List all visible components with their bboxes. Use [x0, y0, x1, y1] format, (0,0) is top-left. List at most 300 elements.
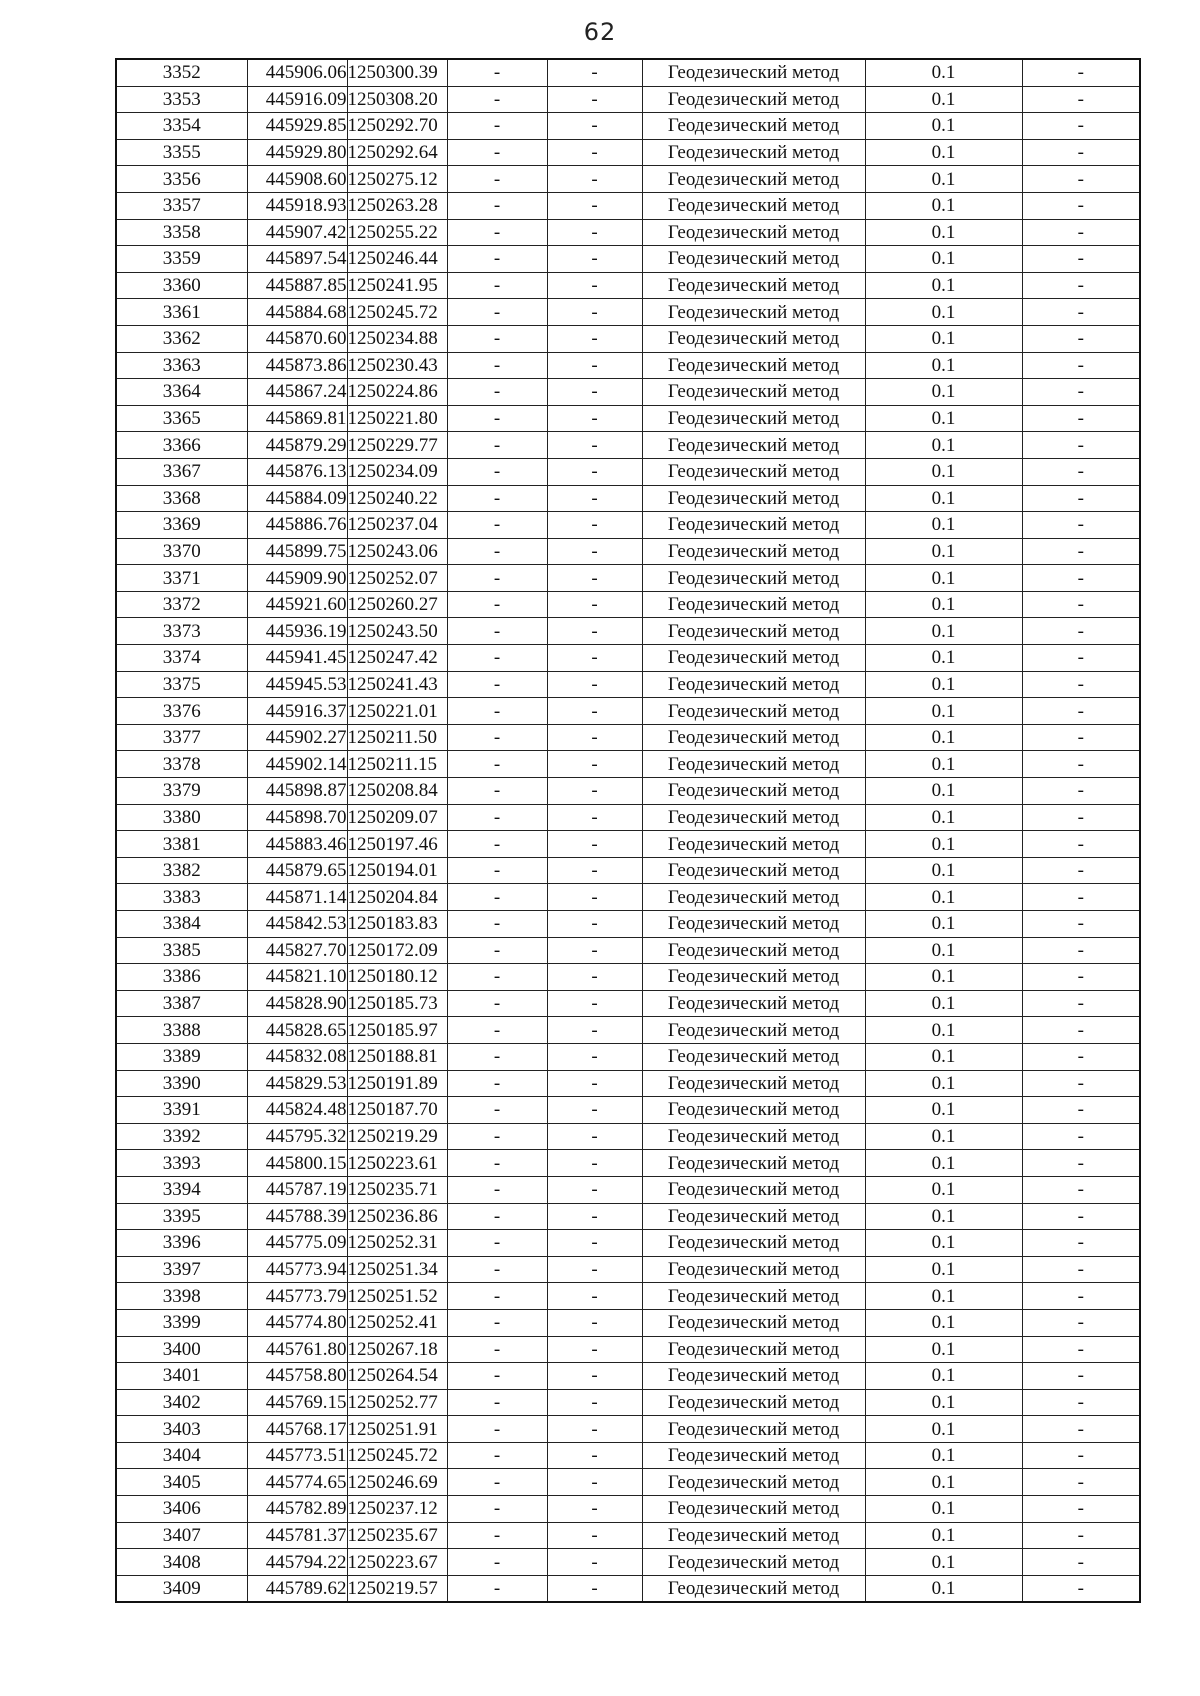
- accuracy-cell: 0.1: [865, 1176, 1022, 1203]
- x-coordinate-cell: 445787.19: [247, 1176, 347, 1203]
- point-number-cell: 3384: [116, 911, 247, 938]
- method-cell: Геодезический метод: [642, 1070, 865, 1097]
- method-cell: Геодезический метод: [642, 591, 865, 618]
- accuracy-cell: 0.1: [865, 645, 1022, 672]
- table-row: [116, 166, 1140, 193]
- dash-cell: -: [547, 1416, 642, 1443]
- method-cell: Геодезический метод: [642, 113, 865, 140]
- dash-cell: -: [447, 591, 547, 618]
- point-number-cell: 3403: [116, 1416, 247, 1443]
- dash-cell: -: [547, 990, 642, 1017]
- point-number-cell: 3382: [116, 857, 247, 884]
- dash-cell: -: [1022, 352, 1140, 379]
- dash-cell: -: [1022, 804, 1140, 831]
- dash-cell: -: [1022, 379, 1140, 406]
- table-row: [116, 219, 1140, 246]
- dash-cell: -: [547, 1150, 642, 1177]
- y-coordinate-cell: 1250185.97: [347, 1017, 447, 1044]
- dash-cell: -: [447, 804, 547, 831]
- dash-cell: -: [1022, 618, 1140, 645]
- y-coordinate-cell: 1250223.67: [347, 1549, 447, 1576]
- method-cell: Геодезический метод: [642, 219, 865, 246]
- table-row: [116, 1070, 1140, 1097]
- y-coordinate-cell: 1250275.12: [347, 166, 447, 193]
- point-number-cell: 3359: [116, 246, 247, 273]
- method-cell: Геодезический метод: [642, 698, 865, 725]
- accuracy-cell: 0.1: [865, 379, 1022, 406]
- y-coordinate-cell: 1250183.83: [347, 911, 447, 938]
- dash-cell: -: [1022, 1575, 1140, 1602]
- table-row: [116, 1043, 1140, 1070]
- dash-cell: -: [547, 246, 642, 273]
- x-coordinate-cell: 445884.68: [247, 299, 347, 326]
- table-row: [116, 512, 1140, 539]
- table-row: [116, 671, 1140, 698]
- point-number-cell: 3409: [116, 1575, 247, 1602]
- point-number-cell: 3398: [116, 1283, 247, 1310]
- dash-cell: -: [547, 325, 642, 352]
- dash-cell: -: [447, 1549, 547, 1576]
- method-cell: Геодезический метод: [642, 166, 865, 193]
- dash-cell: -: [1022, 1123, 1140, 1150]
- x-coordinate-cell: 445870.60: [247, 325, 347, 352]
- x-coordinate-cell: 445898.70: [247, 804, 347, 831]
- x-coordinate-cell: 445773.94: [247, 1256, 347, 1283]
- dash-cell: -: [447, 246, 547, 273]
- dash-cell: -: [447, 1469, 547, 1496]
- method-cell: Геодезический метод: [642, 246, 865, 273]
- dash-cell: -: [547, 1070, 642, 1097]
- accuracy-cell: 0.1: [865, 1123, 1022, 1150]
- dash-cell: -: [1022, 1097, 1140, 1124]
- accuracy-cell: 0.1: [865, 1017, 1022, 1044]
- dash-cell: -: [1022, 1017, 1140, 1044]
- y-coordinate-cell: 1250241.43: [347, 671, 447, 698]
- dash-cell: -: [547, 1256, 642, 1283]
- dash-cell: -: [1022, 1309, 1140, 1336]
- table-row: [116, 645, 1140, 672]
- dash-cell: -: [547, 485, 642, 512]
- y-coordinate-cell: 1250252.31: [347, 1230, 447, 1257]
- x-coordinate-cell: 445902.14: [247, 751, 347, 778]
- dash-cell: -: [547, 299, 642, 326]
- x-coordinate-cell: 445945.53: [247, 671, 347, 698]
- accuracy-cell: 0.1: [865, 778, 1022, 805]
- x-coordinate-cell: 445873.86: [247, 352, 347, 379]
- x-coordinate-cell: 445788.39: [247, 1203, 347, 1230]
- y-coordinate-cell: 1250211.50: [347, 724, 447, 751]
- y-coordinate-cell: 1250197.46: [347, 831, 447, 858]
- table-row: [116, 1176, 1140, 1203]
- method-cell: Геодезический метод: [642, 538, 865, 565]
- dash-cell: -: [447, 59, 547, 86]
- dash-cell: -: [547, 1522, 642, 1549]
- dash-cell: -: [547, 86, 642, 113]
- y-coordinate-cell: 1250229.77: [347, 432, 447, 459]
- method-cell: Геодезический метод: [642, 1283, 865, 1310]
- dash-cell: -: [1022, 724, 1140, 751]
- x-coordinate-cell: 445829.53: [247, 1070, 347, 1097]
- x-coordinate-cell: 445918.93: [247, 192, 347, 219]
- dash-cell: -: [1022, 1256, 1140, 1283]
- y-coordinate-cell: 1250246.69: [347, 1469, 447, 1496]
- table-row: [116, 1469, 1140, 1496]
- dash-cell: -: [447, 778, 547, 805]
- table-row: [116, 325, 1140, 352]
- point-number-cell: 3358: [116, 219, 247, 246]
- method-cell: Геодезический метод: [642, 671, 865, 698]
- dash-cell: -: [447, 911, 547, 938]
- table-row: [116, 458, 1140, 485]
- accuracy-cell: 0.1: [865, 1549, 1022, 1576]
- x-coordinate-cell: 445827.70: [247, 937, 347, 964]
- point-number-cell: 3377: [116, 724, 247, 751]
- table-row: [116, 751, 1140, 778]
- point-number-cell: 3352: [116, 59, 247, 86]
- dash-cell: -: [1022, 857, 1140, 884]
- dash-cell: -: [1022, 1549, 1140, 1576]
- table-row: [116, 192, 1140, 219]
- x-coordinate-cell: 445795.32: [247, 1123, 347, 1150]
- accuracy-cell: 0.1: [865, 1522, 1022, 1549]
- accuracy-cell: 0.1: [865, 1442, 1022, 1469]
- dash-cell: -: [547, 1496, 642, 1523]
- dash-cell: -: [1022, 246, 1140, 273]
- dash-cell: -: [1022, 325, 1140, 352]
- dash-cell: -: [447, 192, 547, 219]
- point-number-cell: 3370: [116, 538, 247, 565]
- point-number-cell: 3383: [116, 884, 247, 911]
- x-coordinate-cell: 445906.06: [247, 59, 347, 86]
- method-cell: Геодезический метод: [642, 1017, 865, 1044]
- dash-cell: -: [547, 1469, 642, 1496]
- dash-cell: -: [547, 671, 642, 698]
- y-coordinate-cell: 1250251.52: [347, 1283, 447, 1310]
- dash-cell: -: [447, 325, 547, 352]
- table-row: [116, 565, 1140, 592]
- dash-cell: -: [1022, 192, 1140, 219]
- x-coordinate-cell: 445908.60: [247, 166, 347, 193]
- y-coordinate-cell: 1250204.84: [347, 884, 447, 911]
- accuracy-cell: 0.1: [865, 1336, 1022, 1363]
- dash-cell: -: [447, 1070, 547, 1097]
- dash-cell: -: [547, 618, 642, 645]
- dash-cell: -: [1022, 1389, 1140, 1416]
- dash-cell: -: [447, 1522, 547, 1549]
- y-coordinate-cell: 1250251.34: [347, 1256, 447, 1283]
- accuracy-cell: 0.1: [865, 1256, 1022, 1283]
- x-coordinate-cell: 445828.90: [247, 990, 347, 1017]
- method-cell: Геодезический метод: [642, 804, 865, 831]
- dash-cell: -: [1022, 831, 1140, 858]
- point-number-cell: 3395: [116, 1203, 247, 1230]
- y-coordinate-cell: 1250208.84: [347, 778, 447, 805]
- point-number-cell: 3394: [116, 1176, 247, 1203]
- point-number-cell: 3372: [116, 591, 247, 618]
- x-coordinate-cell: 445921.60: [247, 591, 347, 618]
- x-coordinate-cell: 445773.51: [247, 1442, 347, 1469]
- y-coordinate-cell: 1250172.09: [347, 937, 447, 964]
- dash-cell: -: [447, 990, 547, 1017]
- table-row: [116, 591, 1140, 618]
- table-row: [116, 911, 1140, 938]
- x-coordinate-cell: 445773.79: [247, 1283, 347, 1310]
- dash-cell: -: [447, 1176, 547, 1203]
- table-row: [116, 724, 1140, 751]
- x-coordinate-cell: 445929.80: [247, 139, 347, 166]
- point-number-cell: 3397: [116, 1256, 247, 1283]
- dash-cell: -: [1022, 990, 1140, 1017]
- dash-cell: -: [1022, 1363, 1140, 1390]
- table-row: [116, 937, 1140, 964]
- method-cell: Геодезический метод: [642, 512, 865, 539]
- table-row: [116, 778, 1140, 805]
- dash-cell: -: [547, 751, 642, 778]
- dash-cell: -: [1022, 166, 1140, 193]
- dash-cell: -: [547, 698, 642, 725]
- method-cell: Геодезический метод: [642, 1123, 865, 1150]
- point-number-cell: 3374: [116, 645, 247, 672]
- dash-cell: -: [1022, 139, 1140, 166]
- method-cell: Геодезический метод: [642, 1549, 865, 1576]
- x-coordinate-cell: 445884.09: [247, 485, 347, 512]
- dash-cell: -: [547, 166, 642, 193]
- dash-cell: -: [547, 538, 642, 565]
- dash-cell: -: [1022, 405, 1140, 432]
- table-row: [116, 1575, 1140, 1602]
- accuracy-cell: 0.1: [865, 671, 1022, 698]
- point-number-cell: 3356: [116, 166, 247, 193]
- dash-cell: -: [1022, 1416, 1140, 1443]
- table-row: [116, 1203, 1140, 1230]
- dash-cell: -: [1022, 432, 1140, 459]
- point-number-cell: 3389: [116, 1043, 247, 1070]
- x-coordinate-cell: 445794.22: [247, 1549, 347, 1576]
- point-number-cell: 3366: [116, 432, 247, 459]
- accuracy-cell: 0.1: [865, 724, 1022, 751]
- y-coordinate-cell: 1250211.15: [347, 751, 447, 778]
- method-cell: Геодезический метод: [642, 139, 865, 166]
- dash-cell: -: [547, 1336, 642, 1363]
- dash-cell: -: [447, 857, 547, 884]
- x-coordinate-cell: 445828.65: [247, 1017, 347, 1044]
- x-coordinate-cell: 445879.65: [247, 857, 347, 884]
- accuracy-cell: 0.1: [865, 1150, 1022, 1177]
- accuracy-cell: 0.1: [865, 1203, 1022, 1230]
- x-coordinate-cell: 445887.85: [247, 272, 347, 299]
- accuracy-cell: 0.1: [865, 192, 1022, 219]
- accuracy-cell: 0.1: [865, 113, 1022, 140]
- dash-cell: -: [547, 831, 642, 858]
- method-cell: Геодезический метод: [642, 884, 865, 911]
- table-row: [116, 113, 1140, 140]
- table-row: [116, 804, 1140, 831]
- dash-cell: -: [447, 352, 547, 379]
- x-coordinate-cell: 445867.24: [247, 379, 347, 406]
- table-row: [116, 964, 1140, 991]
- table-row: [116, 1442, 1140, 1469]
- y-coordinate-cell: 1250235.67: [347, 1522, 447, 1549]
- method-cell: Геодезический метод: [642, 432, 865, 459]
- y-coordinate-cell: 1250243.06: [347, 538, 447, 565]
- point-number-cell: 3387: [116, 990, 247, 1017]
- table-row: [116, 1549, 1140, 1576]
- dash-cell: -: [447, 645, 547, 672]
- y-coordinate-cell: 1250252.41: [347, 1309, 447, 1336]
- method-cell: Геодезический метод: [642, 645, 865, 672]
- dash-cell: -: [547, 778, 642, 805]
- method-cell: Геодезический метод: [642, 990, 865, 1017]
- accuracy-cell: 0.1: [865, 1070, 1022, 1097]
- dash-cell: -: [547, 1123, 642, 1150]
- dash-cell: -: [447, 1309, 547, 1336]
- accuracy-cell: 0.1: [865, 1043, 1022, 1070]
- table-row: [116, 246, 1140, 273]
- point-number-cell: 3388: [116, 1017, 247, 1044]
- accuracy-cell: 0.1: [865, 325, 1022, 352]
- x-coordinate-cell: 445781.37: [247, 1522, 347, 1549]
- table-row: [116, 139, 1140, 166]
- dash-cell: -: [447, 113, 547, 140]
- point-number-cell: 3357: [116, 192, 247, 219]
- point-number-cell: 3396: [116, 1230, 247, 1257]
- y-coordinate-cell: 1250237.12: [347, 1496, 447, 1523]
- dash-cell: -: [1022, 937, 1140, 964]
- table-row: [116, 1336, 1140, 1363]
- x-coordinate-cell: 445941.45: [247, 645, 347, 672]
- x-coordinate-cell: 445886.76: [247, 512, 347, 539]
- dash-cell: -: [447, 1442, 547, 1469]
- dash-cell: -: [447, 831, 547, 858]
- table-row: [116, 1363, 1140, 1390]
- table-row: [116, 405, 1140, 432]
- page-number: 62: [583, 18, 617, 46]
- table-row: [116, 352, 1140, 379]
- dash-cell: -: [447, 485, 547, 512]
- accuracy-cell: 0.1: [865, 458, 1022, 485]
- method-cell: Геодезический метод: [642, 1496, 865, 1523]
- method-cell: Геодезический метод: [642, 59, 865, 86]
- method-cell: Геодезический метод: [642, 1150, 865, 1177]
- x-coordinate-cell: 445929.85: [247, 113, 347, 140]
- method-cell: Геодезический метод: [642, 1575, 865, 1602]
- table-row: [116, 1123, 1140, 1150]
- x-coordinate-cell: 445869.81: [247, 405, 347, 432]
- method-cell: Геодезический метод: [642, 272, 865, 299]
- dash-cell: -: [1022, 964, 1140, 991]
- y-coordinate-cell: 1250245.72: [347, 299, 447, 326]
- dash-cell: -: [1022, 1070, 1140, 1097]
- y-coordinate-cell: 1250247.42: [347, 645, 447, 672]
- coordinates-table: [115, 58, 1141, 1603]
- dash-cell: -: [447, 379, 547, 406]
- point-number-cell: 3402: [116, 1389, 247, 1416]
- point-number-cell: 3354: [116, 113, 247, 140]
- x-coordinate-cell: 445916.09: [247, 86, 347, 113]
- y-coordinate-cell: 1250219.57: [347, 1575, 447, 1602]
- y-coordinate-cell: 1250308.20: [347, 86, 447, 113]
- dash-cell: -: [1022, 1230, 1140, 1257]
- dash-cell: -: [447, 1416, 547, 1443]
- accuracy-cell: 0.1: [865, 1575, 1022, 1602]
- dash-cell: -: [447, 1150, 547, 1177]
- y-coordinate-cell: 1250223.61: [347, 1150, 447, 1177]
- table-row: [116, 1389, 1140, 1416]
- dash-cell: -: [547, 1203, 642, 1230]
- accuracy-cell: 0.1: [865, 512, 1022, 539]
- dash-cell: -: [447, 512, 547, 539]
- x-coordinate-cell: 445907.42: [247, 219, 347, 246]
- y-coordinate-cell: 1250187.70: [347, 1097, 447, 1124]
- dash-cell: -: [547, 937, 642, 964]
- dash-cell: -: [447, 1256, 547, 1283]
- y-coordinate-cell: 1250209.07: [347, 804, 447, 831]
- table-row: [116, 299, 1140, 326]
- x-coordinate-cell: 445871.14: [247, 884, 347, 911]
- dash-cell: -: [547, 1549, 642, 1576]
- x-coordinate-cell: 445769.15: [247, 1389, 347, 1416]
- dash-cell: -: [547, 645, 642, 672]
- point-number-cell: 3385: [116, 937, 247, 964]
- dash-cell: -: [447, 299, 547, 326]
- x-coordinate-cell: 445761.80: [247, 1336, 347, 1363]
- dash-cell: -: [547, 884, 642, 911]
- dash-cell: -: [547, 59, 642, 86]
- dash-cell: -: [1022, 485, 1140, 512]
- dash-cell: -: [547, 1309, 642, 1336]
- accuracy-cell: 0.1: [865, 219, 1022, 246]
- dash-cell: -: [447, 1336, 547, 1363]
- point-number-cell: 3379: [116, 778, 247, 805]
- method-cell: Геодезический метод: [642, 937, 865, 964]
- point-number-cell: 3368: [116, 485, 247, 512]
- dash-cell: -: [447, 1575, 547, 1602]
- method-cell: Геодезический метод: [642, 618, 865, 645]
- x-coordinate-cell: 445768.17: [247, 1416, 347, 1443]
- dash-cell: -: [1022, 86, 1140, 113]
- dash-cell: -: [1022, 1176, 1140, 1203]
- dash-cell: -: [447, 1363, 547, 1390]
- accuracy-cell: 0.1: [865, 698, 1022, 725]
- y-coordinate-cell: 1250263.28: [347, 192, 447, 219]
- dash-cell: -: [447, 751, 547, 778]
- accuracy-cell: 0.1: [865, 272, 1022, 299]
- dash-cell: -: [547, 458, 642, 485]
- dash-cell: -: [547, 379, 642, 406]
- table-row: [116, 1097, 1140, 1124]
- point-number-cell: 3365: [116, 405, 247, 432]
- x-coordinate-cell: 445800.15: [247, 1150, 347, 1177]
- point-number-cell: 3400: [116, 1336, 247, 1363]
- point-number-cell: 3360: [116, 272, 247, 299]
- accuracy-cell: 0.1: [865, 538, 1022, 565]
- y-coordinate-cell: 1250219.29: [347, 1123, 447, 1150]
- accuracy-cell: 0.1: [865, 990, 1022, 1017]
- dash-cell: -: [547, 1575, 642, 1602]
- point-number-cell: 3364: [116, 379, 247, 406]
- table-row: [116, 1283, 1140, 1310]
- method-cell: Геодезический метод: [642, 1469, 865, 1496]
- dash-cell: -: [547, 432, 642, 459]
- table-row: [116, 86, 1140, 113]
- x-coordinate-cell: 445883.46: [247, 831, 347, 858]
- point-number-cell: 3375: [116, 671, 247, 698]
- method-cell: Геодезический метод: [642, 1416, 865, 1443]
- y-coordinate-cell: 1250235.71: [347, 1176, 447, 1203]
- x-coordinate-cell: 445899.75: [247, 538, 347, 565]
- dash-cell: -: [447, 405, 547, 432]
- accuracy-cell: 0.1: [865, 1097, 1022, 1124]
